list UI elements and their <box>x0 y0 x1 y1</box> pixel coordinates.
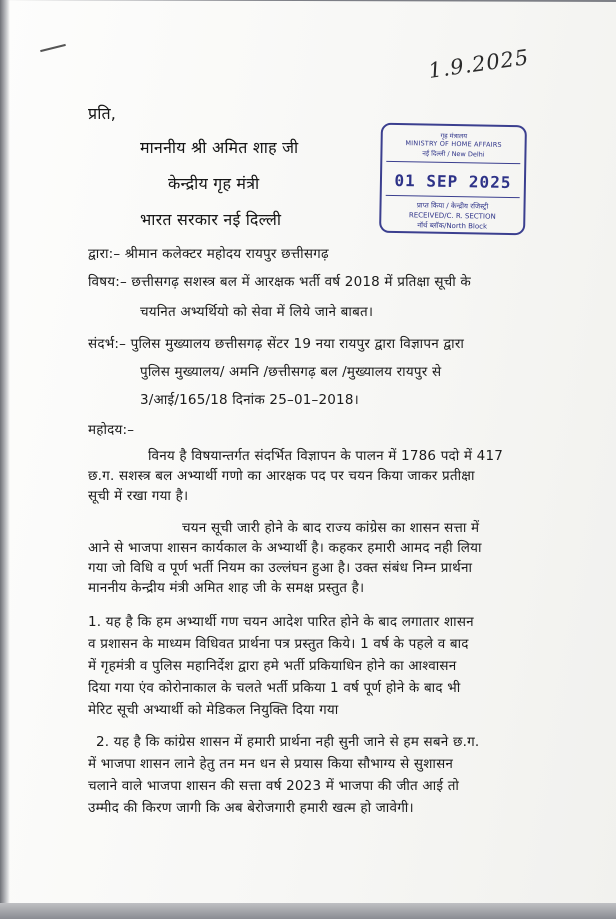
reference-line-2: पुलिस मुख्यालय/ अमनि /छत्तीसगढ़ बल /मुख्यालय रायपुर से <box>140 364 442 380</box>
dwara-line: द्वारा:– श्रीमान कलेक्टर महोदय रायपुर छत्तीसगढ़ <box>88 246 329 262</box>
para1-line-2: छ.ग. सशस्त्र बल अभ्यार्थी गणो का आरक्षक पद पर चयन किया जाकर प्रतीक्षा <box>88 468 475 484</box>
subject-line-1: विषय:– छत्तीसगढ़ सशस्त्र बल में आरक्षक भर्ती वर्ष 2018 में प्रतिक्षा सूची के <box>88 274 471 290</box>
stamp-divider <box>386 195 520 198</box>
point1-line-1: 1. यह है कि हम अभ्यार्थी गण चयन आदेश पारित होने के बाद लगातार शासन <box>88 614 474 630</box>
address-line-1: माननीय श्री अमित शाह जी <box>140 138 299 157</box>
point1-line-5: मेरिट सूची अभ्यार्थी को मेडिकल नियुक्ति दिया गया <box>88 702 339 718</box>
stamp-line-6: RECEIVED/C. R. SECTION <box>408 211 496 221</box>
stamp-line-3: नई दिल्ली / New Delhi <box>422 149 485 159</box>
point1-line-2: व प्रशासन के माध्यम विधिवत प्रार्थना पत्र प्रस्तुत किये। 1 वर्ष के पहले व बाद <box>88 636 469 652</box>
para2-line-1: चयन सूची जारी होने के बाद राज्य कांग्रेस का शासन सत्ता में <box>182 520 480 536</box>
para1-line-1: विनय है विषयान्तर्गत संदर्भित विज्ञापन के पालन में 1786 पदो में 417 <box>148 448 504 464</box>
point2-line-2: में भाजपा शासन लाने हेतु तन मन धन से प्रयास किया सौभाग्य से सुशासन <box>88 756 454 772</box>
subject-line-2: चयनित अभ्यर्थियो को सेवा में लिये जाने बाबत। <box>140 304 374 320</box>
para2-line-2: आने से भाजपा शासन कार्यकाल के अभ्यार्थी है। कहकर हमारी आमद नही लिया <box>88 540 482 556</box>
point1-line-3: में गृहमंत्री व पुलिस महानिर्देश द्वारा हमे भर्ती प्रकियाधिन होने का आश्वासन <box>88 658 457 674</box>
stamp-date: 01 SEP 2025 <box>394 170 512 193</box>
point1-line-4: दिया गया एंव कोरोनाकाल के चलते भर्ती प्रकिया 1 वर्ष पूर्ण होने के बाद भी <box>88 680 461 696</box>
para1-line-3: सूची में रखा गया है। <box>88 488 189 504</box>
para2-line-3: गया जो विधि व पूर्ण भर्ती नियम का उल्लंघन हुआ है। उक्त संबंध निम्न प्रार्थना <box>88 560 473 576</box>
point2-line-4: उम्मीद की किरण जागी कि अब बेरोजगारी हमारी खत्म हो जावेगी। <box>88 800 414 816</box>
point2-line-3: चलाने वाले भाजपा शासन की सत्ता वर्ष 2023 में भाजपा की जीत आई तो <box>88 778 460 794</box>
para2-line-4: माननीय केन्द्रीय मंत्री अमित शाह जी के समक्ष प्रस्तुत है। <box>88 580 365 596</box>
address-line-2: केन्द्रीय गृह मंत्री <box>168 174 260 193</box>
point2-line-1: 2. यह है कि कांग्रेस शासन में हमारी प्रार्थना नही सुनी जाने से हम सबने छ.ग. <box>96 734 480 750</box>
stamp-line-5: प्राप्त किया / केन्द्रीय रजिस्ट्री <box>416 201 489 211</box>
surface-below-page <box>0 903 616 919</box>
received-stamp <box>379 123 527 236</box>
stamp-line-1: गृह मंत्रालय <box>440 131 468 141</box>
stamp-line-7: नॉर्थ ब्लॉक/North Block <box>417 221 488 231</box>
page-shadow-edge <box>0 0 10 919</box>
address-line-3: भारत सरकार नई दिल्ली <box>140 210 282 229</box>
stamp-divider <box>386 161 520 164</box>
salutation: महोदय:– <box>88 422 135 438</box>
prati-label: प्रति, <box>88 104 117 123</box>
stamp-line-2: MINISTRY OF HOME AFFAIRS <box>405 139 502 149</box>
reference-line-1: संदर्भ:– पुलिस मुख्यालय छत्तीसगढ़ सेंटर 19 नया रायपुर द्वारा विज्ञापन द्वारा <box>88 336 465 352</box>
handwritten-date: 1.9.2025 <box>426 45 531 83</box>
reference-line-3: 3/आई/165/18 दिनांक 25–01–2018। <box>140 392 359 408</box>
